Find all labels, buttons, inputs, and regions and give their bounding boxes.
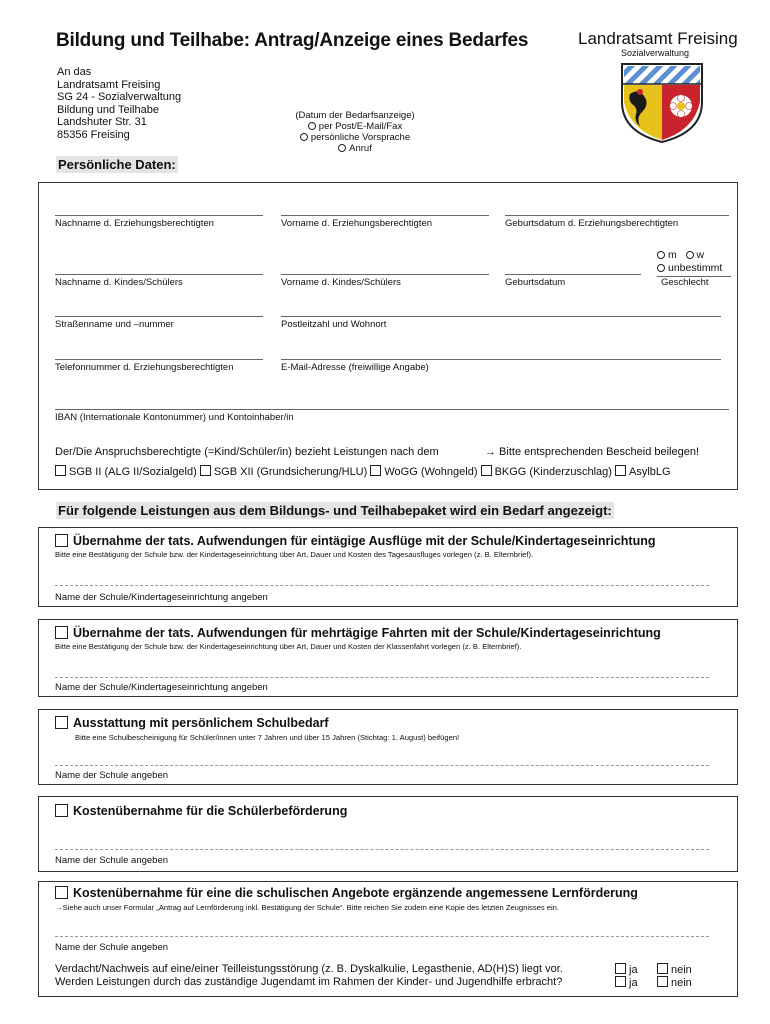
- sgb2-label: SGB II (ALG II/Sozialgeld): [69, 466, 197, 478]
- checkbox-school-supplies[interactable]: [55, 716, 68, 729]
- guardian-firstname-field[interactable]: [281, 215, 489, 216]
- phone-field[interactable]: [55, 359, 263, 360]
- multiday-trips-note: Bitte eine Bestätigung der Schule bzw. der Kindertageseinrichtung über Art, Dauer und Kosten der Klassenfahrt vorlegen (z. B. Elternbrief).: [55, 642, 522, 651]
- youth-office-question: Werden Leistungen durch das zuständige Jugendamt im Rahmen der Kinder- und Jugendhilfe erbracht?: [55, 976, 563, 988]
- benefits-note: → Bitte entsprechenden Bescheid beilegen!: [485, 446, 700, 458]
- gender-w-label: w: [696, 249, 705, 261]
- checkbox-youth-office-no[interactable]: [657, 976, 668, 987]
- need-item-multiday-trips: [38, 619, 738, 697]
- office-name: Landratsamt Freising: [578, 29, 738, 48]
- gender-options: [657, 249, 722, 275]
- youth-office-yes-label: ja: [629, 977, 638, 989]
- gender-unbestimmt-label: unbestimmt: [668, 262, 723, 274]
- radio-call[interactable]: [338, 144, 346, 152]
- disorder-yes-label: ja: [629, 964, 638, 976]
- day-trips-title: Übernahme der tats. Aufwendungen für eintägige Ausflüge mit der Schule/Kindertageseinrichtung: [73, 534, 656, 548]
- tutoring-field-label: Name der Schule angeben: [55, 942, 169, 953]
- page-title: Bildung und Teilhabe: Antrag/Anzeige eines Bedarfes: [56, 30, 529, 51]
- learning-disorder-question: Verdacht/Nachweis auf eine/einer Teilleistungsstörung (z. B. Dyskalkulie, Legasthenie, AD(H)S) liegt vor.: [55, 963, 563, 975]
- gender-label: Geschlecht: [661, 277, 709, 288]
- child-dob-label: Geburtsdatum: [505, 277, 566, 288]
- need-item-transport: [38, 796, 738, 872]
- benefits-text: Der/Die Anspruchsberechtigte (=Kind/Schüler/in) bezieht Leistungen nach dem: [55, 446, 439, 458]
- radio-post[interactable]: [308, 122, 316, 130]
- checkbox-day-trips[interactable]: [55, 534, 68, 547]
- guardian-dob-label: Geburtsdatum d. Erziehungsberechtigten: [505, 218, 679, 229]
- email-label: E-Mail-Adresse (freiwillige Angabe): [281, 362, 429, 373]
- child-lastname-label: Nachname d. Kindes/Schülers: [55, 277, 183, 288]
- multiday-trips-school-field[interactable]: [55, 677, 709, 678]
- bkgg-label: BKGG (Kinderzuschlag): [494, 466, 612, 478]
- option-post-label: per Post/E-Mail/Fax: [318, 121, 403, 132]
- need-item-day-trips: [38, 527, 738, 607]
- checkbox-disorder-yes[interactable]: [615, 963, 626, 974]
- checkbox-tutoring[interactable]: [55, 886, 68, 899]
- wogg-label: WoGG (Wohngeld): [384, 466, 478, 478]
- school-supplies-title: Ausstattung mit persönlichem Schulbedarf: [73, 716, 329, 730]
- checkbox-asylblg[interactable]: [615, 465, 626, 476]
- transport-title: Kostenübernahme für die Schülerbeförderung: [73, 804, 348, 818]
- address-line: Landshuter Str. 31: [57, 116, 147, 129]
- address-line: Landratsamt Freising: [57, 78, 161, 91]
- school-supplies-note: Bitte eine Schulbescheinigung für Schüler/innen unter 7 Jahren und über 15 Jahren (Stichtag: 1. August) beifügen!: [75, 733, 460, 742]
- personal-data-heading: Persönliche Daten:: [58, 157, 176, 172]
- checkbox-sgb2[interactable]: [55, 465, 66, 476]
- recipient-address: [57, 66, 181, 142]
- address-line: 85356 Freising: [57, 128, 130, 141]
- disorder-no-label: nein: [671, 964, 692, 976]
- tutoring-note: →Siehe auch unser Formular „Antrag auf Lernförderung inkl. Bestätigung der Schule“. Bitte reichen Sie zudem eine Kopie des letzten Zeugnisses ein.: [55, 903, 560, 912]
- guardian-lastname-label: Nachname d. Erziehungsberechtigten: [55, 218, 214, 229]
- checkbox-youth-office-yes[interactable]: [615, 976, 626, 987]
- multiday-trips-field-label: Name der Schule/Kindertageseinrichtung angeben: [55, 682, 268, 693]
- date-label: (Datum der Bedarfsanzeige): [295, 110, 415, 121]
- address-line: An das: [57, 66, 92, 78]
- day-trips-school-field[interactable]: [55, 585, 709, 586]
- checkbox-wogg[interactable]: [370, 465, 381, 476]
- city-field[interactable]: [281, 316, 721, 317]
- child-firstname-field[interactable]: [281, 274, 489, 275]
- coat-of-arms-icon: [618, 62, 706, 144]
- option-in-person-label: persönliche Vorsprache: [310, 132, 411, 143]
- guardian-firstname-label: Vorname d. Erziehungsberechtigten: [281, 218, 433, 229]
- checkbox-transport[interactable]: [55, 804, 68, 817]
- tutoring-school-field[interactable]: [55, 936, 709, 937]
- checkbox-multiday-trips[interactable]: [55, 626, 68, 639]
- street-label: Straßenname und –nummer: [55, 319, 174, 330]
- transport-field-label: Name der Schule angeben: [55, 855, 169, 866]
- email-field[interactable]: [281, 359, 721, 360]
- tutoring-title: Kostenübernahme für eine die schulischen Angebote ergänzende angemessene Lernförderung: [73, 886, 638, 900]
- school-supplies-school-field[interactable]: [55, 765, 709, 766]
- radio-gender-m[interactable]: [657, 251, 665, 259]
- school-supplies-field-label: Name der Schule angeben: [55, 770, 169, 781]
- address-line: SG 24 - Sozialverwaltung: [57, 91, 182, 104]
- transport-school-field[interactable]: [55, 849, 709, 850]
- needs-heading: Für folgende Leistungen aus dem Bildungs- und Teilhabepaket wird ein Bedarf angezeigt:: [58, 503, 612, 518]
- asylblg-label: AsylbLG: [629, 466, 671, 478]
- guardian-lastname-field[interactable]: [55, 215, 263, 216]
- option-call-label: Anruf: [349, 143, 372, 154]
- child-dob-field[interactable]: [505, 274, 641, 275]
- personal-data-box: [38, 182, 738, 490]
- guardian-dob-field[interactable]: [505, 215, 729, 216]
- day-trips-field-label: Name der Schule/Kindertageseinrichtung angeben: [55, 592, 268, 603]
- child-firstname-label: Vorname d. Kindes/Schülers: [281, 277, 401, 288]
- checkbox-sgb12[interactable]: [200, 465, 211, 476]
- checkbox-disorder-no[interactable]: [657, 963, 668, 974]
- youth-office-no-label: nein: [671, 977, 692, 989]
- multiday-trips-title: Übernahme der tats. Aufwendungen für mehrtägige Fahrten mit der Schule/Kindertageseinrichtung: [73, 626, 661, 640]
- checkbox-bkgg[interactable]: [481, 465, 492, 476]
- gender-m-label: m: [668, 249, 677, 261]
- radio-gender-unbestimmt[interactable]: [657, 264, 665, 272]
- child-lastname-field[interactable]: [55, 274, 263, 275]
- sgb12-label: SGB XII (Grundsicherung/HLU): [213, 466, 368, 478]
- phone-label: Telefonnummer d. Erziehungsberechtigten: [55, 362, 234, 373]
- need-item-school-supplies: [38, 709, 738, 785]
- day-trips-note: Bitte eine Bestätigung der Schule bzw. der Kindertageseinrichtung über Art, Dauer und Kosten des Tagesausfluges vorlegen (z. B. Elternbrief).: [55, 550, 534, 559]
- address-line: Bildung und Teilhabe: [57, 103, 159, 116]
- benefits-options: [55, 465, 671, 478]
- city-label: Postleitzahl und Wohnort: [281, 319, 387, 330]
- radio-in-person[interactable]: [300, 133, 308, 141]
- office-dept: Sozialverwaltung: [621, 48, 690, 58]
- street-field[interactable]: [55, 316, 263, 317]
- iban-label: IBAN (Internationale Kontonummer) und Kontoinhaber/in: [55, 412, 294, 423]
- date-of-request-box: [270, 110, 440, 154]
- radio-gender-w[interactable]: [686, 251, 694, 259]
- need-item-tutoring: [38, 881, 738, 997]
- iban-field[interactable]: [55, 409, 729, 410]
